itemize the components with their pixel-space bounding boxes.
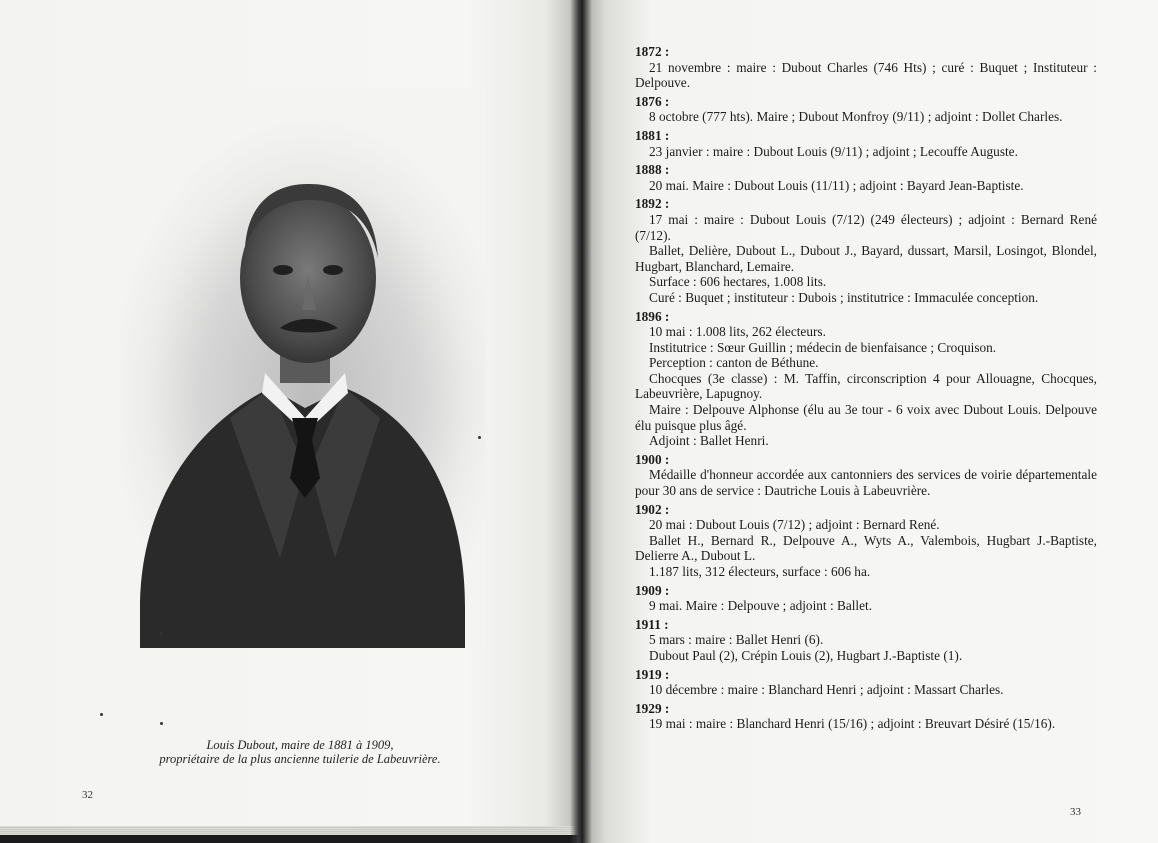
year-heading: 1900 :: [635, 451, 670, 467]
entry-line: 19 mai : maire : Blanchard Henri (15/16) ; adjoint : Breuvart Désiré (15/16).: [649, 716, 1056, 732]
entry-line: Surface : 606 hectares, 1.008 lits.: [649, 274, 827, 290]
entry-line: Curé : Buquet ; instituteur : Dubois ; institutrice : Immaculée conception.: [649, 289, 1039, 305]
year-heading: 1896 :: [635, 308, 670, 324]
chronology-list: [635, 44, 1097, 732]
entry-line: 20 mai. Maire : Dubout Louis (11/11) ; adjoint : Bayard Jean-Baptiste.: [649, 177, 1024, 193]
page-number-right: 33: [1070, 806, 1081, 818]
entry-line: 10 mai : 1.008 lits, 262 électeurs.: [649, 324, 826, 340]
left-page: [0, 0, 580, 835]
entry-line: 1.187 lits, 312 électeurs, surface : 606 ha.: [649, 564, 871, 579]
year-heading: 1919 :: [635, 666, 670, 682]
portrait-caption: [130, 738, 470, 766]
page-number-left: 32: [82, 789, 93, 801]
print-speck: [160, 722, 163, 725]
entry-line: Adjoint : Ballet Henri.: [649, 433, 769, 449]
entry-line: 21 novembre : maire : Dubout Charles (746 Hts) ; curé : Buquet ; Instituteur : Delpouve.: [635, 59, 1097, 91]
caption-line: propriétaire de la plus ancienne tuilerie de Labeuvrière.: [159, 752, 441, 766]
entry-line: Dubout Paul (2), Crépin Louis (2), Hugbart J.-Baptiste (1).: [649, 647, 963, 663]
year-heading: 1909 :: [635, 582, 670, 598]
entry-line: 17 mai : maire : Dubout Louis (7/12) (249 électeurs) ; adjoint : Bernard René (7/12).: [635, 211, 1097, 243]
year-heading: 1911 :: [635, 616, 669, 632]
year-heading: 1881 :: [635, 127, 670, 143]
caption-line: Louis Dubout, maire de 1881 à 1909,: [206, 738, 394, 752]
right-page: [583, 0, 1158, 843]
print-speck: [478, 436, 481, 439]
page-edge: [0, 826, 575, 835]
year-heading: 1929 :: [635, 700, 670, 716]
entry-line: 10 décembre : maire : Blanchard Henri ; adjoint : Massart Charles.: [649, 682, 1004, 698]
entry-line: 20 mai : Dubout Louis (7/12) ; adjoint : Bernard René.: [649, 517, 940, 533]
entry-line: Ballet H., Bernard R., Delpouve A., Wyts A., Valembois, Hugbart J.-Baptiste, Delierre A., Dubout L.: [635, 532, 1097, 564]
entry-line: Chocques (3e classe) : M. Taffin, circonscription 4 pour Allouagne, Chocques, Labeuvrière, Lapugnoy.: [635, 370, 1097, 402]
entry-line: Institutrice : Sœur Guillin ; médecin de bienfaisance ; Croquison.: [649, 339, 997, 355]
year-heading: 1892 :: [635, 196, 670, 212]
portrait-illustration: [120, 88, 485, 648]
year-heading: 1888 :: [635, 162, 670, 178]
book-gutter: [570, 0, 592, 843]
year-heading: 1876 :: [635, 93, 670, 109]
print-speck: [100, 713, 103, 716]
entry-line: 23 janvier : maire : Dubout Louis (9/11) ; adjoint ; Lecouffe Auguste.: [649, 143, 1018, 159]
year-heading: 1902 :: [635, 501, 670, 517]
print-speck: [160, 632, 163, 635]
entry-line: 9 mai. Maire : Delpouve ; adjoint : Ballet.: [649, 598, 873, 614]
entry-line: 5 mars : maire : Ballet Henri (6).: [649, 632, 824, 648]
entry-line: 8 octobre (777 hts). Maire ; Dubout Monfroy (9/11) ; adjoint : Dollet Charles.: [649, 109, 1063, 125]
entry-line: Ballet, Delière, Dubout L., Dubout J., Bayard, dussart, Marsil, Losingot, Blondel, Hugbart, Blanchard, Lemaire.: [635, 243, 1097, 274]
year-heading: 1872 :: [635, 44, 670, 59]
entry-line: Médaille d'honneur accordée aux cantonniers des services de voirie départementale pour 30 ans de service : Dautriche Louis à Labeuvrière.: [635, 467, 1097, 499]
portrait-photo: [120, 88, 485, 648]
entry-line: Maire : Delpouve Alphonse (élu au 3e tour - 6 voix avec Dubout Louis. Delpouve élu puisque plus âgé.: [635, 402, 1097, 433]
entry-line: Perception : canton de Béthune.: [649, 355, 819, 371]
